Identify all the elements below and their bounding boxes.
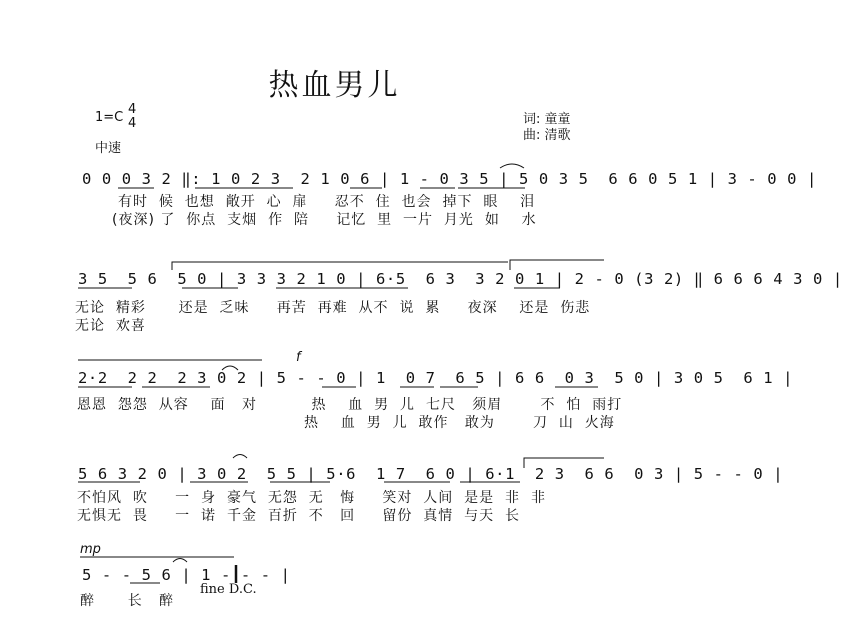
volta-bracket-1 [172, 262, 508, 270]
lyric-line-2-verse-2: 无论 欢喜 [75, 318, 146, 334]
song-title: 热血男儿 [268, 68, 401, 103]
notation-line-4: 5 6 3 2 0 | 3 0 2 5 5 | 5·6 1 7 6 0 | 6·1 2 3 6 6 0 3 | 5 - - 0 | [78, 465, 784, 483]
fine-dc-marking: fine D.C. [200, 582, 257, 597]
lyric-line-2-verse-1: 无论 精彩 还是 乏味 再苦 再难 从不 说 累 夜深 还是 伤悲 [75, 300, 591, 316]
slur-mark [500, 164, 524, 168]
tempo-marking: 中速 [95, 141, 122, 156]
lyricist-credit: 词: 童童 [523, 112, 571, 127]
notation-line-3: 2·2 2 2 2 3 0 2 | 5 - - 0 | 1 0 7 6 5 | 6 6 0 3 5 0 | 3 0 5 6 1 | [78, 369, 794, 387]
fermata-mark [222, 366, 238, 370]
lyric-line-4-verse-1: 不怕风 吹 一 身 豪气 无怨 无 悔 笑对 人间 是是 非 非 [77, 490, 546, 506]
volta-bracket-2 [510, 260, 604, 270]
lyric-line-1-verse-2: (夜深) 了 你点 支烟 作 陪 记忆 里 一片 月光 如 水 [112, 212, 537, 228]
dynamic-mezzo-piano: mp [80, 542, 101, 557]
lyric-line-4-verse-2: 无惧无 畏 一 诺 千金 百折 不 回 留份 真情 与天 长 [77, 508, 521, 524]
key-signature: 1=C [95, 110, 124, 125]
meter-denominator: 4 [128, 116, 137, 131]
notation-line-1: 0 0 0 3 2 ‖: 1 0 2 3 2 1 0 6 | 1 - 0 3 5 | 5 0 3 5 6 6 0 5 1 | 3 - 0 0 | [82, 170, 817, 188]
notation-line-2: 3 5 5 6 5 0 | 3 3 3 2 1 0 | 6·5 6 3 3 2 0 1 | 2 - 0 (3 2) ‖ 6 6 6 4 3 0 | [78, 270, 843, 288]
lyric-line-3-verse-2: 热 血 男 儿 敢作 敢为 刀 山 火海 [304, 415, 615, 431]
volta-bracket-2 [524, 458, 604, 468]
dynamic-forte: f [296, 350, 301, 365]
lyric-line-3-verse-1: 恩恩 怨怨 从容 面 对 热 血 男 儿 七尺 须眉 不 怕 雨打 [77, 397, 623, 413]
fermata-mark [233, 455, 247, 459]
meter-numerator: 4 [128, 102, 137, 117]
lyric-line-5: 醉 长 醉 [80, 593, 175, 609]
composer-credit: 曲: 清歌 [523, 128, 571, 143]
notation-line-5: 5 - - 5 6 | 1 - - - | [82, 566, 291, 584]
fermata-mark [173, 559, 187, 563]
lyric-line-1-verse-1: 有时 候 也想 敞开 心 扉 忍不 住 也会 掉下 眼 泪 [118, 194, 536, 210]
